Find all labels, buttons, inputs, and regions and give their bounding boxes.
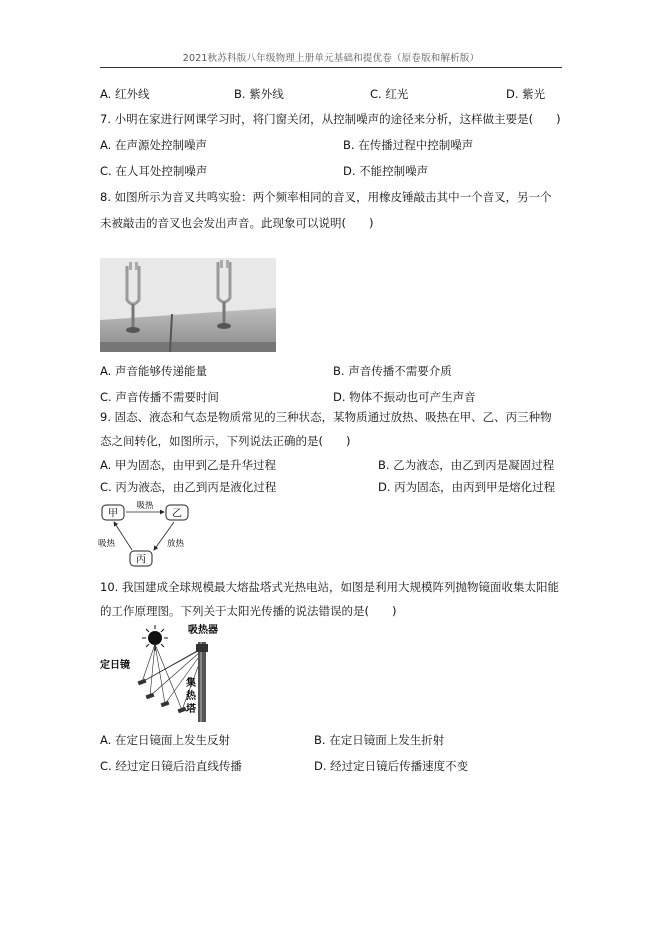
- page-header: 2021秋苏科版八年级物理上册单元基础和提优卷（原卷版和解析版）: [182, 53, 480, 64]
- mirror-label: 定日镜: [100, 660, 130, 671]
- q10-option-b: B. 在定日镜面上发生折射: [314, 733, 445, 747]
- q6-option-d: D. 紫光: [506, 87, 546, 101]
- q8-option-d: D. 物体不振动也可产生声音: [333, 390, 476, 404]
- node-jia: 甲: [108, 508, 118, 520]
- state-change-diagram: [96, 498, 196, 570]
- q9-stem-line1: 9. 固态、液态和气态是物质常见的三种状态，某物质通过放热、吸热在甲、乙、丙三种物: [100, 410, 552, 424]
- q9-stem-line2: 态之间转化，如图所示，下列说法正确的是( ): [100, 434, 351, 448]
- node-yi: 乙: [172, 508, 182, 520]
- tuning-fork-figure: [100, 258, 276, 352]
- label-right-release: 放热: [167, 539, 185, 549]
- q7-option-b: B. 在传播过程中控制噪声: [343, 138, 474, 152]
- tower-label-1: 集: [186, 678, 196, 689]
- q7-option-a: A. 在声源处控制噪声: [100, 138, 207, 152]
- q8-stem-line1: 8. 如图所示为音叉共鸣实验：两个频率相同的音叉，用橡皮锤敲击其中一个音叉，另一个: [100, 190, 552, 204]
- q10-option-c: C. 经过定日镜后沿直线传播: [100, 759, 242, 773]
- header-rule: [100, 67, 562, 68]
- q10-stem-line1: 10. 我国建成全球规模最大熔盐塔式光热电站，如图是利用大规模阵列抛物镜面收集太阳能: [100, 580, 559, 594]
- q9-option-d: D. 丙为固态，由丙到甲是熔化过程: [378, 480, 556, 494]
- q10-option-d: D. 经过定日镜后传播速度不变: [314, 759, 469, 773]
- q9-option-c: C. 丙为液态，由乙到丙是液化过程: [100, 480, 277, 494]
- q7-option-d: D. 不能控制噪声: [343, 164, 429, 178]
- label-top-absorb: 吸热: [136, 501, 154, 511]
- tower-label-2: 热: [186, 691, 196, 702]
- q7-stem: 7. 小明在家进行网课学习时，将门窗关闭，从控制噪声的途径来分析，这样做主要是( ): [100, 112, 561, 126]
- q9-option-b: B. 乙为液态，由乙到丙是凝固过程: [378, 458, 555, 472]
- tower-label-3: 塔: [186, 704, 196, 715]
- q8-option-a: A. 声音能够传递能量: [100, 364, 207, 378]
- q6-option-b: B. 紫外线: [234, 87, 284, 101]
- q8-option-c: C. 声音传播不需要时间: [100, 390, 219, 404]
- q7-option-c: C. 在人耳处控制噪声: [100, 164, 208, 178]
- q8-stem-line2: 未被敲击的音叉也会发出声音。此现象可以说明( ): [100, 216, 374, 230]
- q9-option-a: A. 甲为固态，由甲到乙是升华过程: [100, 458, 276, 472]
- absorber-label: 吸热器: [188, 625, 218, 636]
- q8-option-b: B. 声音传播不需要介质: [333, 364, 452, 378]
- q10-option-a: A. 在定日镜面上发生反射: [100, 733, 230, 747]
- q6-option-a: A. 红外线: [100, 87, 150, 101]
- node-bing: 丙: [136, 554, 146, 566]
- q6-option-c: C. 红光: [370, 87, 409, 101]
- solar-tower-figure: [100, 620, 232, 724]
- label-left-absorb: 吸热: [98, 539, 116, 549]
- q10-stem-line2: 的工作原理图。下列关于太阳光传播的说法错误的是( ): [100, 604, 397, 618]
